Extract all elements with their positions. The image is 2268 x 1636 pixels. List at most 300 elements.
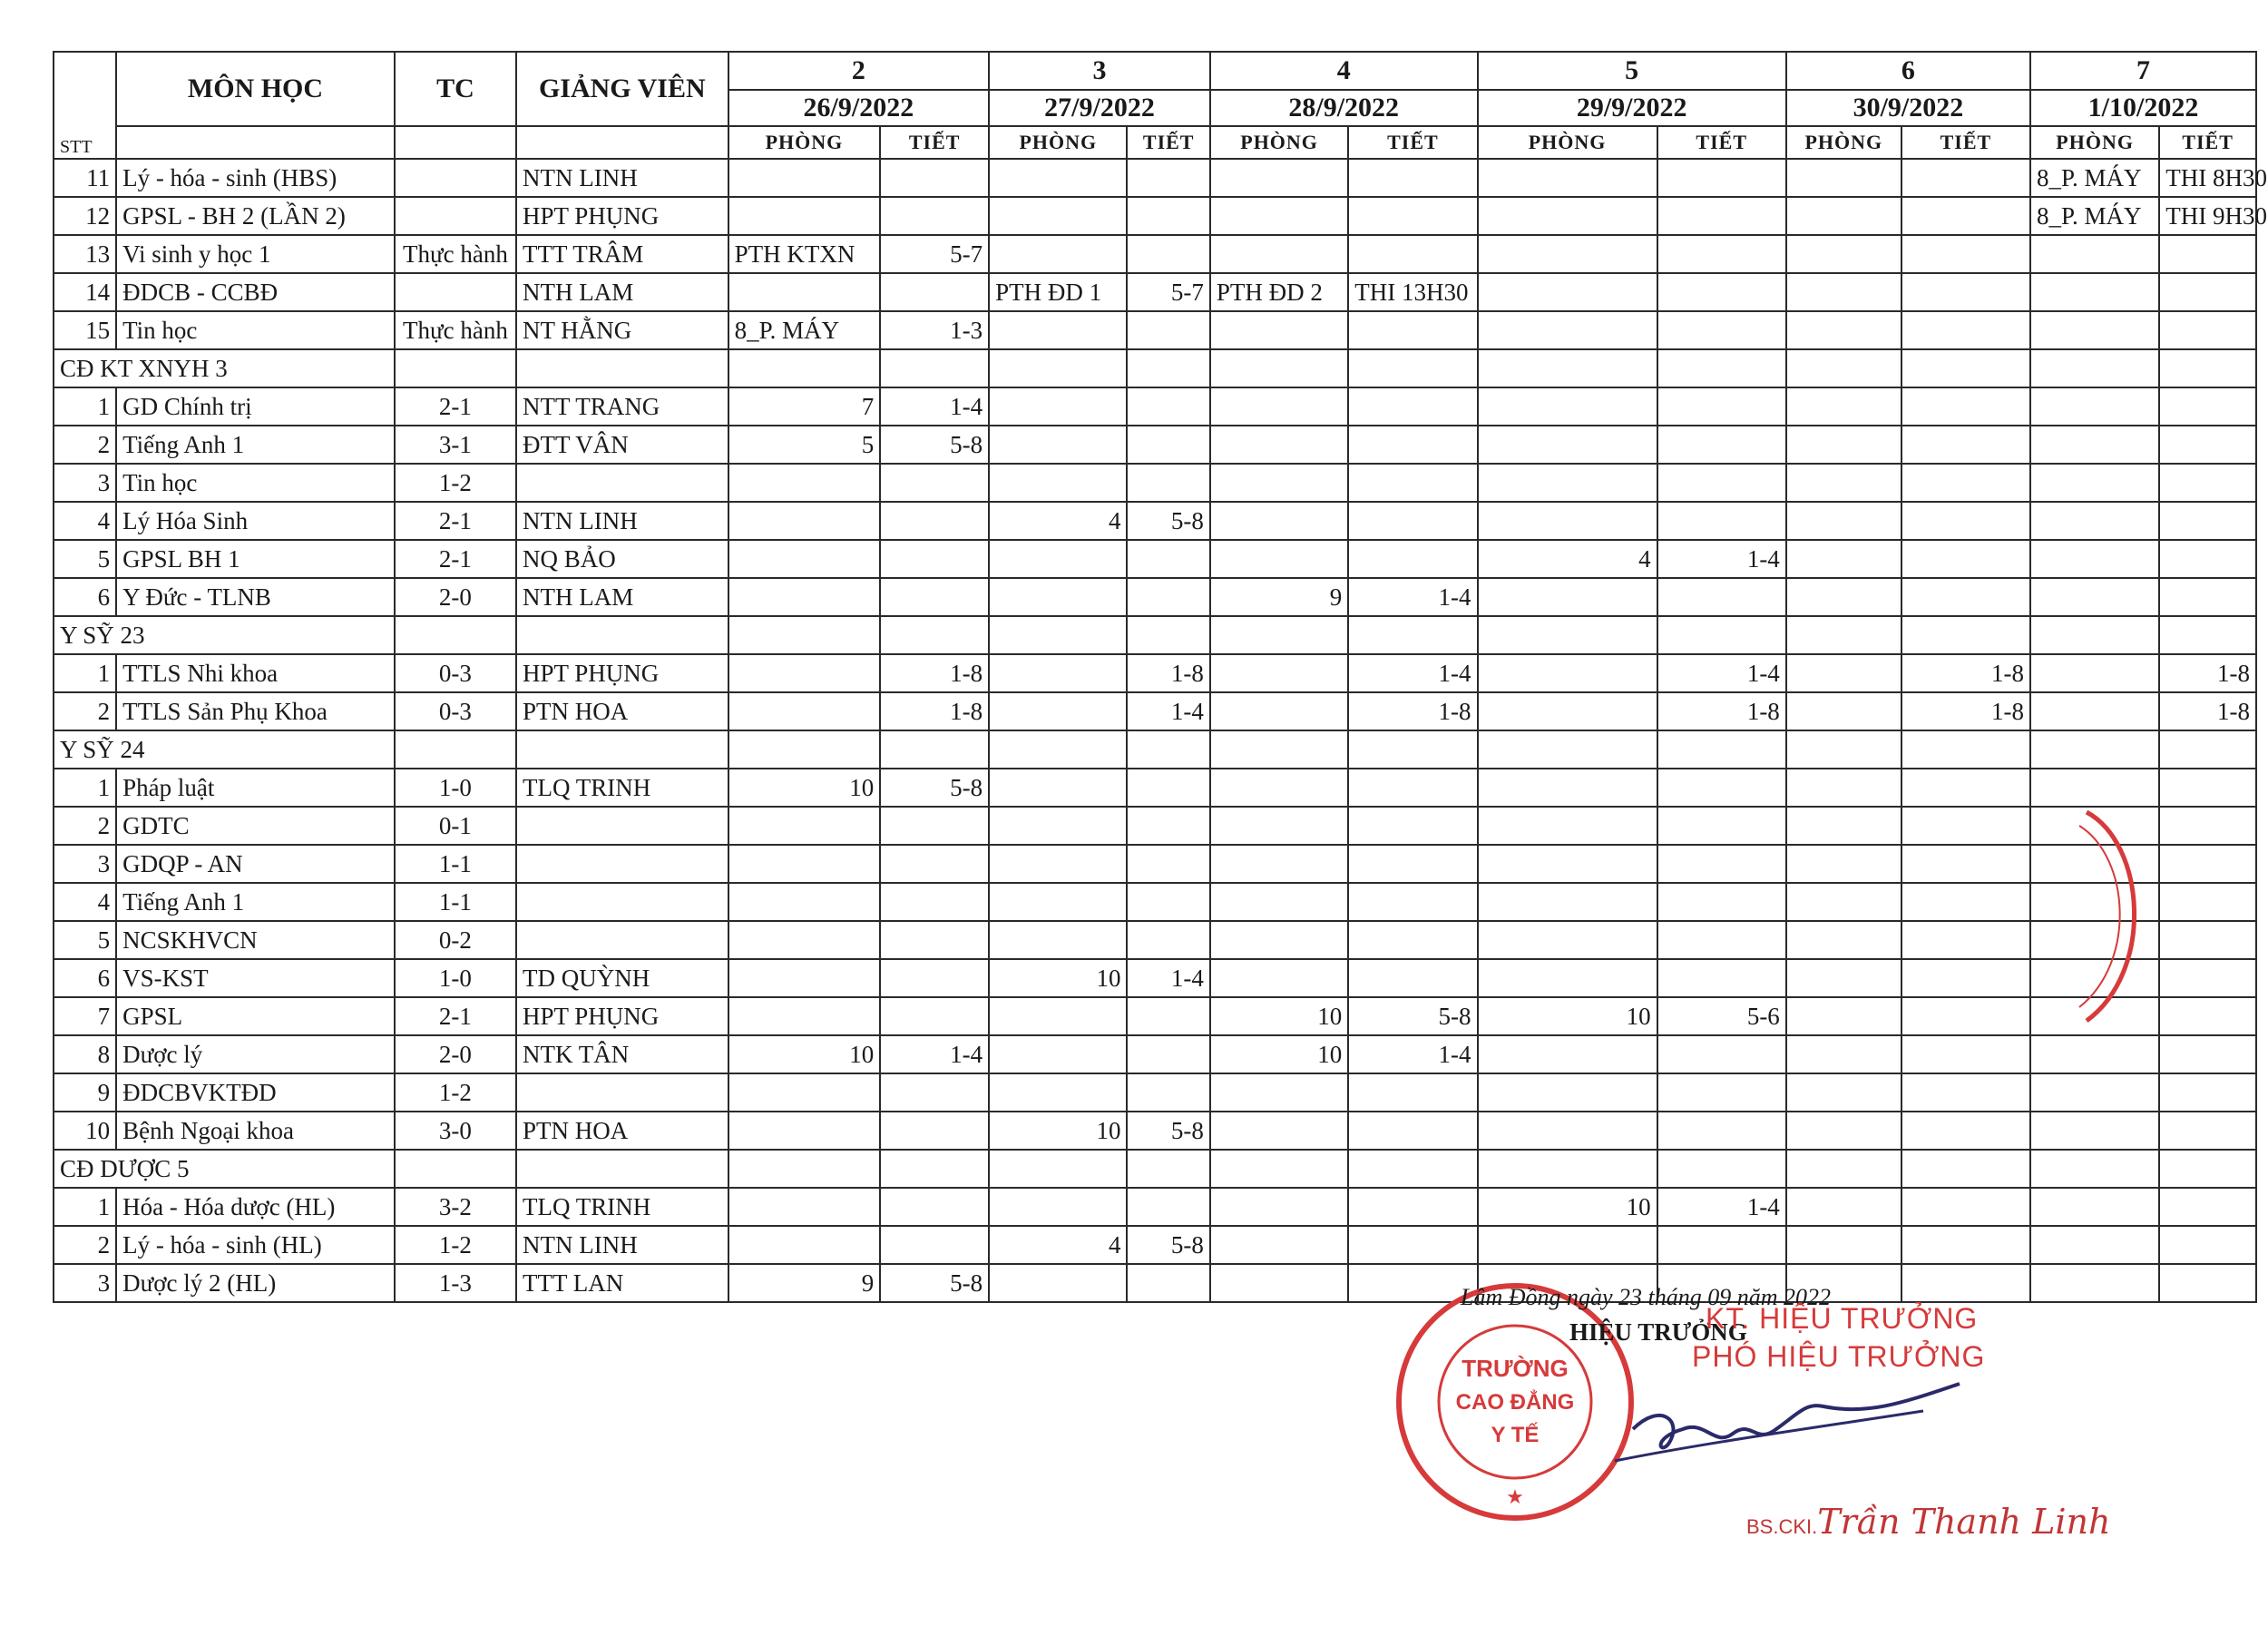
room-cell (728, 921, 881, 959)
period-cell (2159, 273, 2256, 311)
period-cell (1657, 578, 1786, 616)
subject-cell: GPSL BH 1 (116, 540, 395, 578)
room-cell (1786, 959, 1901, 997)
schedule-table (53, 51, 2267, 1303)
room-cell (1210, 387, 1348, 426)
room-cell (2030, 311, 2159, 349)
signing-date: Lâm Đồng ngày 23 tháng 09 năm 2022 (1461, 1284, 1832, 1310)
period-cell: 1-8 (1348, 692, 1477, 730)
period-cell: 5-8 (1127, 1226, 1209, 1264)
credits-cell: 0-3 (395, 654, 516, 692)
credits-cell: 0-3 (395, 692, 516, 730)
period-cell (880, 159, 989, 197)
room-cell (1786, 1112, 1901, 1150)
signer-name-prefix: BS.CKI. (1746, 1515, 1818, 1538)
room-cell (989, 883, 1127, 921)
room-cell (1210, 235, 1348, 273)
period-cell (1901, 1112, 2030, 1150)
period-cell (880, 883, 989, 921)
period-cell (1901, 387, 2030, 426)
lecturer-cell: NTH LAM (516, 578, 728, 616)
room-cell (989, 235, 1127, 273)
period-cell (1901, 959, 2030, 997)
period-cell (1348, 387, 1477, 426)
room-cell: 4 (989, 502, 1127, 540)
period-cell (1127, 311, 1209, 349)
table-row (54, 1112, 2256, 1150)
room-cell (1210, 159, 1348, 197)
room-cell (989, 807, 1127, 845)
room-header: PHÒNG (1210, 126, 1348, 159)
period-cell: THI 9H30 (2159, 197, 2256, 235)
period-cell (880, 464, 989, 502)
period-cell (1657, 1073, 1786, 1112)
table-row (54, 540, 2256, 578)
period-cell (1901, 426, 2030, 464)
credits-cell: 2-0 (395, 578, 516, 616)
room-cell (1786, 540, 1901, 578)
period-cell (2159, 1035, 2256, 1073)
seal-text-line: TRƯỜNG (1461, 1355, 1569, 1382)
period-cell (1901, 540, 2030, 578)
period-cell (2159, 578, 2256, 616)
row-number: 15 (54, 311, 116, 349)
period-cell (1657, 502, 1786, 540)
room-cell (2030, 1188, 2159, 1226)
period-cell (1657, 769, 1786, 807)
period-cell (1657, 1035, 1786, 1073)
seal-text-line: Y TẾ (1491, 1423, 1540, 1447)
room-cell (2030, 1073, 2159, 1112)
row-number: 2 (54, 692, 116, 730)
svg-text:★: ★ (1506, 1485, 1524, 1508)
period-cell (1657, 311, 1786, 349)
lecturer-cell: NTN LINH (516, 1226, 728, 1264)
room-cell: 8_P. MÁY (728, 311, 881, 349)
stt-header: STT (54, 52, 116, 159)
period-cell (1901, 311, 2030, 349)
room-cell (1478, 578, 1657, 616)
section-label: Y SỸ 24 (54, 730, 395, 769)
period-cell (1127, 1188, 1209, 1226)
room-cell (728, 807, 881, 845)
signer-name (1746, 1502, 2110, 1542)
room-cell (1210, 692, 1348, 730)
room-cell (1786, 1188, 1901, 1226)
room-cell (728, 1226, 881, 1264)
credits-cell: 1-0 (395, 769, 516, 807)
day-date: 28/9/2022 (1210, 90, 1478, 126)
period-cell (1348, 464, 1477, 502)
room-cell (1478, 807, 1657, 845)
credits-cell: 1-1 (395, 845, 516, 883)
period-cell (1348, 921, 1477, 959)
table-row (54, 692, 2256, 730)
room-cell (1786, 387, 1901, 426)
row-number: 8 (54, 1035, 116, 1073)
credits-cell: 3-1 (395, 426, 516, 464)
day-number: 3 (989, 52, 1210, 90)
period-cell (1901, 1188, 2030, 1226)
row-number: 13 (54, 235, 116, 273)
period-cell (1657, 883, 1786, 921)
subject-cell: Hóa - Hóa dược (HL) (116, 1188, 395, 1226)
table-row (54, 1035, 2256, 1073)
table-row (54, 997, 2256, 1035)
subject-cell: Tin học (116, 311, 395, 349)
period-cell (880, 578, 989, 616)
room-cell (1478, 502, 1657, 540)
room-cell (1786, 769, 1901, 807)
period-cell (1127, 807, 1209, 845)
room-cell (1210, 540, 1348, 578)
section-label: Y SỸ 23 (54, 616, 395, 654)
period-cell (2159, 769, 2256, 807)
room-cell (989, 1188, 1127, 1226)
lecturer-cell: NT HẰNG (516, 311, 728, 349)
subject-cell: Tiếng Anh 1 (116, 883, 395, 921)
room-cell (1478, 883, 1657, 921)
lecturer-cell: ĐTT VÂN (516, 426, 728, 464)
room-cell (989, 540, 1127, 578)
subject-cell: Lý Hóa Sinh (116, 502, 395, 540)
period-cell: 5-7 (880, 235, 989, 273)
period-cell (1127, 883, 1209, 921)
subject-cell: TTLS Nhi khoa (116, 654, 395, 692)
period-cell (1901, 997, 2030, 1035)
row-number: 5 (54, 921, 116, 959)
period-cell (1901, 921, 2030, 959)
room-cell (2030, 1035, 2159, 1073)
table-row (54, 807, 2256, 845)
subject-cell: GPSL - BH 2 (LẦN 2) (116, 197, 395, 235)
room-cell (728, 1112, 881, 1150)
room-cell (2030, 692, 2159, 730)
period-cell: 1-4 (880, 1035, 989, 1073)
period-cell (1127, 540, 1209, 578)
period-cell (880, 197, 989, 235)
period-cell (1657, 1226, 1786, 1264)
table-row (54, 311, 2256, 349)
subject-cell: Dược lý 2 (HL) (116, 1264, 395, 1302)
period-cell (1348, 159, 1477, 197)
period-cell (880, 845, 989, 883)
room-cell (1786, 159, 1901, 197)
room-cell (2030, 578, 2159, 616)
room-header: PHÒNG (728, 126, 881, 159)
table-row (54, 1188, 2256, 1226)
period-cell: 1-8 (880, 692, 989, 730)
room-cell (728, 845, 881, 883)
row-number: 1 (54, 1188, 116, 1226)
period-cell (880, 1226, 989, 1264)
subject-cell: VS-KST (116, 959, 395, 997)
room-cell (1786, 311, 1901, 349)
credits-cell: Thực hành (395, 311, 516, 349)
period-cell (880, 273, 989, 311)
room-cell (989, 845, 1127, 883)
period-cell (1348, 311, 1477, 349)
period-cell (880, 807, 989, 845)
lecturer-cell: NTN LINH (516, 502, 728, 540)
room-cell (989, 426, 1127, 464)
day-date: 29/9/2022 (1478, 90, 1786, 126)
period-cell: 1-8 (1901, 654, 2030, 692)
table-row (54, 1073, 2256, 1112)
period-cell (1901, 578, 2030, 616)
period-cell (1127, 1035, 1209, 1073)
lecturer-cell: NTN LINH (516, 159, 728, 197)
kt-line: KT. HIỆU TRƯỞNG (1706, 1302, 1979, 1335)
table-row (54, 959, 2256, 997)
room-cell (1478, 464, 1657, 502)
table-row (54, 769, 2256, 807)
room-cell (1786, 654, 1901, 692)
period-header: TIẾT (1348, 126, 1477, 159)
room-header: PHÒNG (1478, 126, 1657, 159)
signature-block (1455, 1284, 2259, 1629)
period-cell (2159, 540, 2256, 578)
period-cell: 5-8 (880, 1264, 989, 1302)
period-cell (1127, 197, 1209, 235)
room-cell (1786, 464, 1901, 502)
room-cell: 10 (989, 959, 1127, 997)
section-row (54, 730, 2256, 769)
row-number: 6 (54, 578, 116, 616)
room-cell: 9 (728, 1264, 881, 1302)
room-cell (1210, 197, 1348, 235)
room-cell (1210, 807, 1348, 845)
period-cell: 1-4 (1127, 692, 1209, 730)
credits-header: TC (395, 52, 516, 126)
period-cell (1657, 921, 1786, 959)
table-row (54, 921, 2256, 959)
period-cell (1901, 1035, 2030, 1073)
period-cell: 5-8 (880, 769, 989, 807)
table-row (54, 502, 2256, 540)
period-cell (1348, 1226, 1477, 1264)
room-cell: PTH ĐD 1 (989, 273, 1127, 311)
lecturer-cell: NTK TÂN (516, 1035, 728, 1073)
period-cell (2159, 959, 2256, 997)
row-number: 6 (54, 959, 116, 997)
period-cell: 1-8 (1657, 692, 1786, 730)
credits-cell: 2-1 (395, 502, 516, 540)
row-number: 2 (54, 1226, 116, 1264)
room-cell (1478, 1112, 1657, 1150)
period-cell (1127, 387, 1209, 426)
section-row (54, 349, 2256, 387)
period-cell: 1-4 (1348, 1035, 1477, 1073)
room-cell (989, 1073, 1127, 1112)
subject-cell: ĐDCBVKTĐD (116, 1073, 395, 1112)
period-cell (880, 1112, 989, 1150)
room-cell (1786, 502, 1901, 540)
table-row (54, 235, 2256, 273)
room-cell: PTH KTXN (728, 235, 881, 273)
period-cell: 1-8 (880, 654, 989, 692)
row-number: 14 (54, 273, 116, 311)
period-cell (1657, 197, 1786, 235)
room-cell (1786, 273, 1901, 311)
lecturer-cell: TLQ TRINH (516, 769, 728, 807)
subject-cell: Bệnh Ngoại khoa (116, 1112, 395, 1150)
period-cell (880, 502, 989, 540)
room-cell: 10 (1210, 1035, 1348, 1073)
period-cell: 5-8 (1127, 502, 1209, 540)
credits-cell: Thực hành (395, 235, 516, 273)
row-number: 3 (54, 845, 116, 883)
room-cell (1478, 654, 1657, 692)
period-cell (1657, 807, 1786, 845)
subject-cell: Y Đức - TLNB (116, 578, 395, 616)
day-number: 2 (728, 52, 989, 90)
credits-cell: 1-2 (395, 1226, 516, 1264)
schedule-body (54, 159, 2267, 1302)
period-cell (1348, 845, 1477, 883)
subject-cell: Lý - hóa - sinh (HL) (116, 1226, 395, 1264)
period-cell (1348, 540, 1477, 578)
lecturer-cell (516, 1073, 728, 1112)
handwritten-signature (1597, 1366, 1978, 1474)
period-cell (2159, 1112, 2256, 1150)
period-cell (1348, 883, 1477, 921)
room-cell (728, 197, 881, 235)
room-cell (2030, 769, 2159, 807)
lecturer-cell (516, 921, 728, 959)
table-row (54, 1226, 2256, 1264)
period-cell (1127, 1073, 1209, 1112)
table-row (54, 883, 2256, 921)
room-cell (1786, 1073, 1901, 1112)
room-cell (2030, 1226, 2159, 1264)
row-number: 4 (54, 883, 116, 921)
period-cell (1901, 769, 2030, 807)
period-cell (2159, 502, 2256, 540)
room-cell: 10 (1478, 1188, 1657, 1226)
period-cell (1657, 845, 1786, 883)
credits-cell: 1-3 (395, 1264, 516, 1302)
period-cell (1127, 845, 1209, 883)
room-cell (1478, 235, 1657, 273)
lecturer-cell (516, 883, 728, 921)
room-cell (989, 1035, 1127, 1073)
period-cell (1127, 921, 1209, 959)
subject-cell: Dược lý (116, 1035, 395, 1073)
day-number: 7 (2030, 52, 2256, 90)
room-cell (1786, 921, 1901, 959)
period-header: TIẾT (2159, 126, 2256, 159)
room-cell (1786, 1226, 1901, 1264)
period-cell (1901, 883, 2030, 921)
period-cell (1657, 387, 1786, 426)
credits-cell: 0-1 (395, 807, 516, 845)
lecturer-cell: TD QUỲNH (516, 959, 728, 997)
room-cell (1210, 1073, 1348, 1112)
credits-cell: 1-0 (395, 959, 516, 997)
room-header: PHÒNG (989, 126, 1127, 159)
table-row (54, 387, 2256, 426)
lecturer-cell: PTN HOA (516, 1112, 728, 1150)
period-cell: 1-8 (2159, 654, 2256, 692)
room-cell (1210, 502, 1348, 540)
table-row (54, 197, 2256, 235)
period-cell (1348, 1188, 1477, 1226)
lecturer-cell (516, 845, 728, 883)
table-row (54, 159, 2256, 197)
room-cell (1478, 159, 1657, 197)
room-cell (1478, 692, 1657, 730)
lecturer-cell (516, 464, 728, 502)
period-cell (1657, 464, 1786, 502)
table-row (54, 845, 2256, 883)
room-cell (1786, 197, 1901, 235)
period-cell (1127, 426, 1209, 464)
period-cell: 1-8 (1901, 692, 2030, 730)
row-number: 3 (54, 464, 116, 502)
lecturer-cell: NQ BẢO (516, 540, 728, 578)
table-row (54, 426, 2256, 464)
period-cell (2159, 426, 2256, 464)
period-cell (2159, 464, 2256, 502)
period-cell (1127, 159, 1209, 197)
day-number: 5 (1478, 52, 1786, 90)
room-cell (1478, 426, 1657, 464)
row-number: 1 (54, 769, 116, 807)
room-cell: 8_P. MÁY (2030, 159, 2159, 197)
room-cell (989, 159, 1127, 197)
period-cell (1348, 769, 1477, 807)
row-number: 12 (54, 197, 116, 235)
room-cell (989, 997, 1127, 1035)
row-number: 7 (54, 997, 116, 1035)
period-cell (2159, 845, 2256, 883)
period-cell: 5-8 (1127, 1112, 1209, 1150)
period-cell (1901, 1073, 2030, 1112)
period-header: TIẾT (1657, 126, 1786, 159)
credits-cell: 1-2 (395, 464, 516, 502)
lecturer-cell: TLQ TRINH (516, 1188, 728, 1226)
room-cell (1210, 769, 1348, 807)
period-cell (1127, 578, 1209, 616)
room-cell: 4 (1478, 540, 1657, 578)
period-cell: 1-8 (2159, 692, 2256, 730)
period-cell (1127, 464, 1209, 502)
room-cell (728, 502, 881, 540)
room-cell (728, 578, 881, 616)
period-cell: THI 13H30 (1348, 273, 1477, 311)
room-cell: 10 (728, 1035, 881, 1073)
room-cell (1786, 235, 1901, 273)
room-cell: 10 (989, 1112, 1127, 1150)
section-label: CĐ DƯỢC 5 (54, 1150, 395, 1188)
room-cell (2030, 235, 2159, 273)
day-number: 6 (1786, 52, 2030, 90)
credits-cell: 3-0 (395, 1112, 516, 1150)
period-cell: 5-6 (1657, 997, 1786, 1035)
room-cell (728, 159, 881, 197)
period-cell (1901, 197, 2030, 235)
lecturer-cell (516, 807, 728, 845)
period-cell: 1-4 (1348, 654, 1477, 692)
period-cell (1901, 1226, 2030, 1264)
room-cell (2030, 502, 2159, 540)
room-cell (728, 273, 881, 311)
period-cell: 1-4 (1348, 578, 1477, 616)
room-cell (2030, 273, 2159, 311)
period-cell (880, 540, 989, 578)
period-cell: 1-4 (880, 387, 989, 426)
